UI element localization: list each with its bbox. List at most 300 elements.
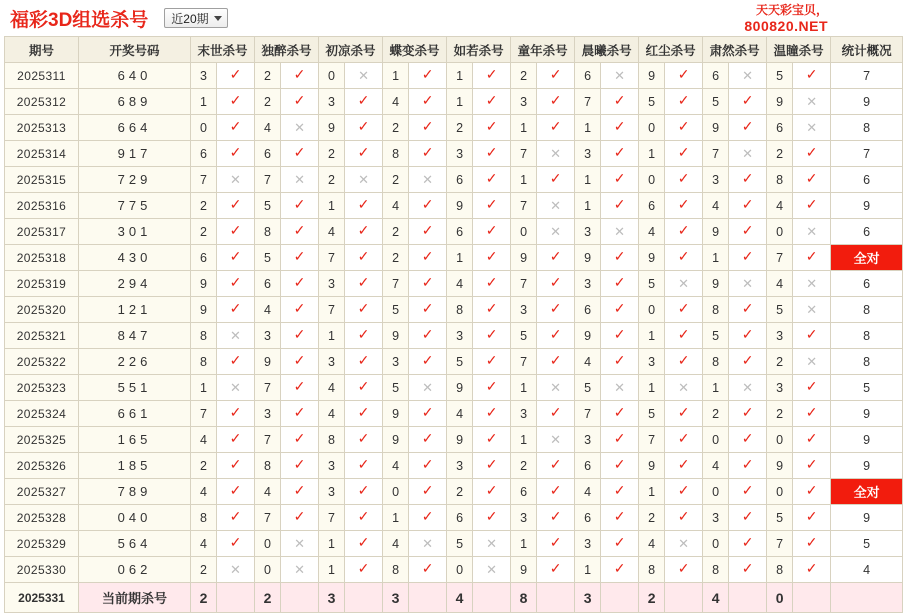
cell-current-kill-number: 3 [319, 583, 345, 613]
cell-kill-number: 1 [575, 115, 601, 141]
cell-kill-number: 3 [511, 89, 537, 115]
check-icon: ✓ [601, 141, 639, 167]
cell-kill-number: 3 [575, 141, 601, 167]
cross-icon: ✕ [537, 219, 575, 245]
cell-kill-number: 1 [447, 63, 473, 89]
cross-icon: ✕ [281, 167, 319, 193]
check-icon: ✓ [537, 89, 575, 115]
cell-kill-number: 4 [255, 297, 281, 323]
cross-icon: ✕ [409, 375, 447, 401]
check-icon: ✓ [601, 193, 639, 219]
cell-kill-number: 0 [191, 115, 217, 141]
cell-period: 2025320 [5, 297, 79, 323]
cell-current-kill-number: 2 [191, 583, 217, 613]
cell-kill-number: 7 [255, 375, 281, 401]
cell-kill-number: 0 [703, 427, 729, 453]
check-icon: ✓ [793, 531, 831, 557]
cell-kill-number: 6 [191, 245, 217, 271]
cell-current-mark-empty [473, 583, 511, 613]
check-icon: ✓ [601, 557, 639, 583]
check-icon: ✓ [281, 219, 319, 245]
cell-kill-number: 5 [767, 297, 793, 323]
check-icon: ✓ [665, 479, 703, 505]
check-icon: ✓ [409, 427, 447, 453]
cell-kill-number: 7 [575, 89, 601, 115]
cell-kill-number: 5 [639, 271, 665, 297]
cell-kill-number: 2 [255, 63, 281, 89]
cell-kill-number: 5 [255, 193, 281, 219]
cell-kill-number: 9 [383, 323, 409, 349]
cell-draw-code: 040 [79, 505, 191, 531]
cell-current-period: 2025331 [5, 583, 79, 613]
check-icon: ✓ [345, 531, 383, 557]
check-icon: ✓ [473, 115, 511, 141]
table-row [5, 219, 903, 245]
cell-kill-number: 2 [511, 453, 537, 479]
check-icon: ✓ [409, 219, 447, 245]
table-row [5, 89, 903, 115]
check-icon: ✓ [665, 557, 703, 583]
cell-draw-code: 301 [79, 219, 191, 245]
status-badge: 全对 [831, 479, 903, 505]
cell-kill-number: 7 [383, 271, 409, 297]
current-period-label: 当前期杀号 [79, 583, 191, 613]
check-icon: ✓ [217, 115, 255, 141]
check-icon: ✓ [345, 271, 383, 297]
cell-kill-number: 0 [319, 63, 345, 89]
cell-kill-number: 2 [639, 505, 665, 531]
page-header [0, 0, 836, 36]
cell-current-mark-empty [345, 583, 383, 613]
col-kill-1: 末世杀号 [191, 37, 255, 63]
check-icon: ✓ [217, 479, 255, 505]
check-icon: ✓ [537, 115, 575, 141]
cell-period: 2025325 [5, 427, 79, 453]
check-icon: ✓ [281, 141, 319, 167]
check-icon: ✓ [537, 531, 575, 557]
check-icon: ✓ [281, 453, 319, 479]
check-icon: ✓ [793, 401, 831, 427]
cell-period: 2025315 [5, 167, 79, 193]
cell-period: 2025312 [5, 89, 79, 115]
check-icon: ✓ [665, 167, 703, 193]
cross-icon: ✕ [537, 375, 575, 401]
check-icon: ✓ [345, 141, 383, 167]
check-icon: ✓ [409, 89, 447, 115]
check-icon: ✓ [601, 531, 639, 557]
check-icon: ✓ [793, 375, 831, 401]
cell-current-mark-empty [537, 583, 575, 613]
cell-kill-number: 9 [575, 323, 601, 349]
cell-draw-code: 729 [79, 167, 191, 193]
check-icon: ✓ [473, 271, 511, 297]
cell-kill-number: 8 [639, 557, 665, 583]
check-icon: ✓ [537, 245, 575, 271]
table-row [5, 63, 903, 89]
cell-kill-number: 3 [447, 141, 473, 167]
check-icon: ✓ [473, 167, 511, 193]
cell-kill-number: 2 [255, 89, 281, 115]
check-icon: ✓ [473, 89, 511, 115]
cell-stat: 9 [831, 401, 903, 427]
check-icon: ✓ [409, 349, 447, 375]
cell-kill-number: 4 [383, 531, 409, 557]
col-kill-9: 肃然杀号 [703, 37, 767, 63]
check-icon: ✓ [665, 505, 703, 531]
cell-kill-number: 4 [447, 271, 473, 297]
cell-kill-number: 7 [191, 401, 217, 427]
cell-kill-number: 6 [447, 219, 473, 245]
check-icon: ✓ [281, 271, 319, 297]
check-icon: ✓ [281, 375, 319, 401]
table-row [5, 505, 903, 531]
cell-kill-number: 9 [767, 453, 793, 479]
cell-kill-number: 9 [447, 375, 473, 401]
check-icon: ✓ [281, 479, 319, 505]
cell-period: 2025319 [5, 271, 79, 297]
check-icon: ✓ [473, 453, 511, 479]
cell-period: 2025313 [5, 115, 79, 141]
cell-kill-number: 0 [255, 557, 281, 583]
cell-stat: 8 [831, 115, 903, 141]
cell-kill-number: 8 [703, 349, 729, 375]
check-icon: ✓ [345, 297, 383, 323]
check-icon: ✓ [601, 297, 639, 323]
cell-current-kill-number: 3 [383, 583, 409, 613]
cell-kill-number: 3 [447, 453, 473, 479]
cell-kill-number: 6 [575, 63, 601, 89]
cell-kill-number: 9 [639, 453, 665, 479]
check-icon: ✓ [281, 63, 319, 89]
cell-kill-number: 7 [639, 427, 665, 453]
cell-draw-code: 689 [79, 89, 191, 115]
cross-icon: ✕ [793, 219, 831, 245]
cell-kill-number: 4 [191, 531, 217, 557]
cell-kill-number: 1 [191, 89, 217, 115]
cross-icon: ✕ [793, 115, 831, 141]
cell-kill-number: 5 [703, 89, 729, 115]
check-icon: ✓ [217, 89, 255, 115]
cell-kill-number: 5 [767, 63, 793, 89]
check-icon: ✓ [409, 297, 447, 323]
cell-current-mark-empty [601, 583, 639, 613]
check-icon: ✓ [729, 427, 767, 453]
check-icon: ✓ [729, 505, 767, 531]
cell-kill-number: 7 [319, 297, 345, 323]
table-head [5, 37, 903, 63]
cell-kill-number: 2 [191, 219, 217, 245]
cell-kill-number: 3 [511, 401, 537, 427]
cell-current-kill-number: 2 [639, 583, 665, 613]
cross-icon: ✕ [537, 193, 575, 219]
cell-kill-number: 4 [319, 401, 345, 427]
cell-kill-number: 4 [767, 193, 793, 219]
check-icon: ✓ [665, 323, 703, 349]
check-icon: ✓ [537, 167, 575, 193]
check-icon: ✓ [537, 505, 575, 531]
cell-current-kill-number: 4 [447, 583, 473, 613]
check-icon: ✓ [729, 557, 767, 583]
brand-name-cn: 天天彩宝贝， [755, 3, 828, 17]
cell-draw-code: 165 [79, 427, 191, 453]
cell-kill-number: 5 [447, 531, 473, 557]
check-icon: ✓ [793, 193, 831, 219]
check-icon: ✓ [345, 245, 383, 271]
check-icon: ✓ [729, 531, 767, 557]
cell-kill-number: 9 [639, 245, 665, 271]
cell-kill-number: 0 [511, 219, 537, 245]
check-icon: ✓ [729, 115, 767, 141]
cell-kill-number: 9 [511, 245, 537, 271]
cell-kill-number: 2 [383, 167, 409, 193]
cell-period: 2025311 [5, 63, 79, 89]
cell-period: 2025330 [5, 557, 79, 583]
cell-kill-number: 7 [767, 245, 793, 271]
cell-kill-number: 2 [191, 557, 217, 583]
cell-stat: 4 [831, 557, 903, 583]
cell-draw-code: 789 [79, 479, 191, 505]
check-icon: ✓ [537, 63, 575, 89]
table-row [5, 245, 903, 271]
cell-period: 2025326 [5, 453, 79, 479]
cell-kill-number: 8 [191, 349, 217, 375]
check-icon: ✓ [601, 349, 639, 375]
check-icon: ✓ [217, 63, 255, 89]
cell-stat: 5 [831, 531, 903, 557]
check-icon: ✓ [345, 323, 383, 349]
cell-kill-number: 5 [511, 323, 537, 349]
check-icon: ✓ [537, 557, 575, 583]
cell-kill-number: 6 [575, 297, 601, 323]
cell-kill-number: 6 [703, 63, 729, 89]
cell-kill-number: 0 [767, 427, 793, 453]
cell-draw-code: 664 [79, 115, 191, 141]
cell-kill-number: 6 [767, 115, 793, 141]
cell-stat: 9 [831, 427, 903, 453]
check-icon: ✓ [409, 453, 447, 479]
check-icon: ✓ [601, 427, 639, 453]
cell-kill-number: 2 [191, 453, 217, 479]
cell-kill-number: 6 [639, 193, 665, 219]
col-kill-10: 温瞳杀号 [767, 37, 831, 63]
check-icon: ✓ [665, 245, 703, 271]
cell-kill-number: 0 [383, 479, 409, 505]
cell-kill-number: 3 [575, 427, 601, 453]
cell-current-mark-empty [729, 583, 767, 613]
cell-stat: 9 [831, 505, 903, 531]
check-icon: ✓ [281, 89, 319, 115]
cell-kill-number: 0 [639, 297, 665, 323]
cell-kill-number: 1 [703, 245, 729, 271]
check-icon: ✓ [729, 193, 767, 219]
check-icon: ✓ [665, 141, 703, 167]
check-icon: ✓ [601, 89, 639, 115]
cell-kill-number: 4 [639, 531, 665, 557]
status-badge: 全对 [831, 245, 903, 271]
cell-kill-number: 1 [383, 505, 409, 531]
cell-kill-number: 2 [383, 115, 409, 141]
cell-kill-number: 3 [767, 323, 793, 349]
cell-kill-number: 1 [319, 531, 345, 557]
table-body [5, 63, 903, 613]
cell-kill-number: 1 [511, 167, 537, 193]
check-icon: ✓ [793, 141, 831, 167]
check-icon: ✓ [665, 297, 703, 323]
cell-stat: 8 [831, 323, 903, 349]
check-icon: ✓ [473, 323, 511, 349]
cell-kill-number: 1 [319, 193, 345, 219]
cell-kill-number: 3 [447, 323, 473, 349]
cell-stat: 7 [831, 141, 903, 167]
cross-icon: ✕ [601, 219, 639, 245]
cell-draw-code: 847 [79, 323, 191, 349]
check-icon: ✓ [409, 63, 447, 89]
cell-kill-number: 4 [191, 479, 217, 505]
cell-kill-number: 7 [255, 167, 281, 193]
check-icon: ✓ [473, 219, 511, 245]
check-icon: ✓ [601, 323, 639, 349]
check-icon: ✓ [345, 219, 383, 245]
col-draw-code: 开奖号码 [79, 37, 191, 63]
cell-kill-number: 4 [191, 427, 217, 453]
col-kill-4: 蝶变杀号 [383, 37, 447, 63]
check-icon: ✓ [537, 349, 575, 375]
cross-icon: ✕ [473, 557, 511, 583]
period-filter-select[interactable] [164, 8, 228, 28]
cell-kill-number: 1 [511, 427, 537, 453]
cell-draw-code: 121 [79, 297, 191, 323]
check-icon: ✓ [601, 505, 639, 531]
check-icon: ✓ [601, 453, 639, 479]
cell-draw-code: 551 [79, 375, 191, 401]
cell-kill-number: 2 [383, 245, 409, 271]
check-icon: ✓ [345, 505, 383, 531]
check-icon: ✓ [345, 453, 383, 479]
cross-icon: ✕ [601, 375, 639, 401]
cell-kill-number: 6 [575, 505, 601, 531]
cell-current-mark-empty [281, 583, 319, 613]
cross-icon: ✕ [281, 557, 319, 583]
cross-icon: ✕ [345, 63, 383, 89]
check-icon: ✓ [473, 401, 511, 427]
cross-icon: ✕ [537, 427, 575, 453]
cross-icon: ✕ [217, 167, 255, 193]
cell-kill-number: 1 [191, 375, 217, 401]
col-stat: 统计概况 [831, 37, 903, 63]
check-icon: ✓ [729, 167, 767, 193]
cell-kill-number: 6 [255, 271, 281, 297]
cell-kill-number: 3 [255, 323, 281, 349]
cell-period: 2025318 [5, 245, 79, 271]
check-icon: ✓ [473, 349, 511, 375]
check-icon: ✓ [281, 245, 319, 271]
check-icon: ✓ [473, 479, 511, 505]
cell-kill-number: 0 [639, 167, 665, 193]
check-icon: ✓ [281, 193, 319, 219]
cell-kill-number: 1 [319, 557, 345, 583]
cell-current-stat [831, 583, 903, 613]
cell-stat: 8 [831, 297, 903, 323]
check-icon: ✓ [217, 349, 255, 375]
cell-kill-number: 3 [255, 401, 281, 427]
cell-kill-number: 2 [447, 115, 473, 141]
cell-kill-number: 4 [447, 401, 473, 427]
check-icon: ✓ [665, 401, 703, 427]
check-icon: ✓ [473, 245, 511, 271]
cell-kill-number: 2 [767, 349, 793, 375]
check-icon: ✓ [665, 453, 703, 479]
cell-kill-number: 5 [383, 375, 409, 401]
cell-kill-number: 9 [447, 193, 473, 219]
check-icon: ✓ [217, 193, 255, 219]
check-icon: ✓ [601, 245, 639, 271]
table-row [5, 349, 903, 375]
cell-kill-number: 3 [767, 375, 793, 401]
cell-kill-number: 3 [639, 349, 665, 375]
check-icon: ✓ [217, 271, 255, 297]
check-icon: ✓ [345, 557, 383, 583]
cell-kill-number: 1 [447, 245, 473, 271]
cell-kill-number: 1 [639, 479, 665, 505]
cell-kill-number: 9 [511, 557, 537, 583]
cell-stat: 6 [831, 167, 903, 193]
cross-icon: ✕ [729, 141, 767, 167]
check-icon: ✓ [665, 193, 703, 219]
check-icon: ✓ [345, 89, 383, 115]
check-icon: ✓ [217, 219, 255, 245]
check-icon: ✓ [729, 453, 767, 479]
cell-kill-number: 5 [639, 401, 665, 427]
check-icon: ✓ [281, 349, 319, 375]
check-icon: ✓ [281, 401, 319, 427]
cell-kill-number: 7 [511, 193, 537, 219]
brand-block [744, 4, 828, 34]
table-header-row [5, 37, 903, 63]
cell-kill-number: 9 [447, 427, 473, 453]
cell-kill-number: 7 [703, 141, 729, 167]
check-icon: ✓ [793, 245, 831, 271]
table-row [5, 271, 903, 297]
cell-kill-number: 9 [383, 401, 409, 427]
cell-kill-number: 3 [511, 505, 537, 531]
cell-kill-number: 1 [447, 89, 473, 115]
cell-kill-number: 2 [319, 167, 345, 193]
cell-kill-number: 6 [575, 453, 601, 479]
cell-kill-number: 3 [703, 505, 729, 531]
check-icon: ✓ [409, 115, 447, 141]
cell-stat: 9 [831, 193, 903, 219]
page-title: 福彩3D组选杀号 [10, 9, 149, 31]
cell-current-mark-empty [793, 583, 831, 613]
check-icon: ✓ [409, 193, 447, 219]
cross-icon: ✕ [665, 531, 703, 557]
table-row [5, 401, 903, 427]
cell-kill-number: 7 [575, 401, 601, 427]
check-icon: ✓ [729, 219, 767, 245]
check-icon: ✓ [345, 115, 383, 141]
cross-icon: ✕ [729, 271, 767, 297]
cell-kill-number: 1 [383, 63, 409, 89]
check-icon: ✓ [409, 505, 447, 531]
cell-period: 2025323 [5, 375, 79, 401]
table-row [5, 479, 903, 505]
cell-kill-number: 7 [255, 427, 281, 453]
cell-kill-number: 3 [703, 167, 729, 193]
cell-kill-number: 4 [639, 219, 665, 245]
cell-kill-number: 3 [191, 63, 217, 89]
cell-kill-number: 0 [255, 531, 281, 557]
check-icon: ✓ [473, 375, 511, 401]
